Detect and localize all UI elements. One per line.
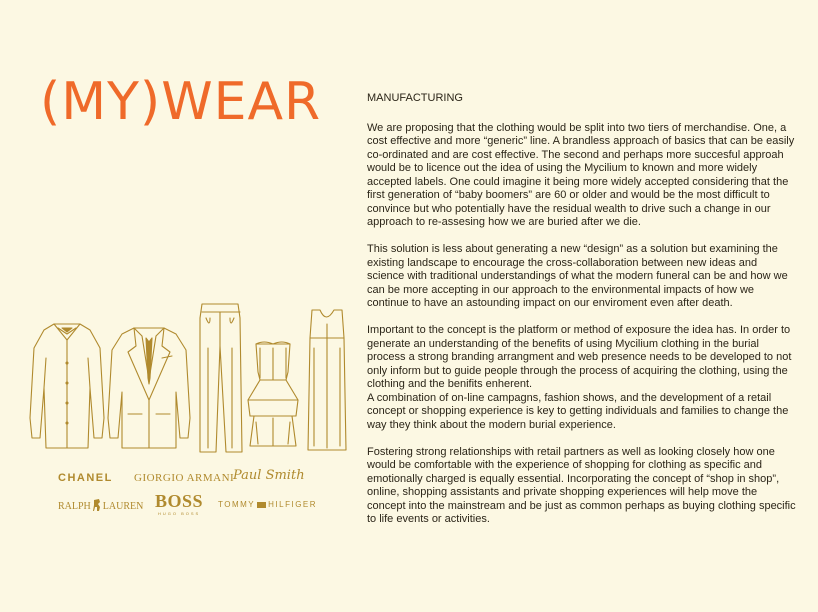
polo-horse-icon [92, 498, 102, 515]
body-text [367, 92, 797, 540]
brand-boss: BOSS [155, 491, 204, 511]
brand-paul-smith: Paul Smith [233, 468, 305, 483]
paragraph-2: This solution is less about generating a new “design” as a solution but examining the existing landscape to encourage the cross-collaboration between new ideas and science with traditional understandings of what the modern funeral can be and how we can be more accepting in our approach to the environmental impacts of how we continue to have an astounding impact on our enviroment even after death. [367, 243, 788, 309]
brand-armani: GIORGIO ARMANI [134, 472, 235, 484]
shift-dress-icon [308, 310, 346, 450]
paragraph-1: We are proposing that the clothing would be split into two tiers of merchandise. One, a cost effective and more “generic” line. A brandless approach of basics that can be easily co-ordinated and are cost effective. The second and perhaps more succesful approah would be to licence out the idea of using the Mycilium to known and more widely accepted labels. One could imagine it being more widely accepted considering that the first generation of “baby boomers” are 60 or older and would be the most difficult to convince but who potentially have the residual wealth to drive such a change in our approach to re-assesing how we are buried after we die. [367, 121, 795, 228]
page-title: (MY)WEAR [40, 72, 322, 132]
paragraph-5: Fostering strong relationships with retail partners as well as looking closely how one would be comfortable with the experience of shopping for clothing as specific and emotionally charged is equally essential. Incorporating the concept of “shop in shop”, online, shopping assistants and private shopping experiences will help move the concept into the mainstream and be just as common perhaps as buying clothing specific to life events or activities. [367, 445, 796, 525]
trousers-icon [200, 304, 242, 452]
paragraph-4: A combination of on-line campagns, fashion shows, and the development of a retail concept or shopping experience is key to getting individuals and families to change the way they think about the modern burial experience. [367, 391, 789, 431]
shirt-icon [30, 324, 104, 448]
tommy-text: TOMMY [218, 500, 256, 509]
brand-logos [58, 468, 338, 516]
lauren-text: LAUREN [102, 500, 144, 512]
clothing-illustration [24, 288, 354, 460]
section-heading: MANUFACTURING [367, 92, 463, 104]
brand-tommy-hilfiger [218, 500, 317, 509]
brand-chanel: CHANEL [58, 472, 113, 484]
brand-ralph-lauren [58, 498, 143, 515]
strapless-dress-icon [248, 342, 298, 446]
hilfiger-text: HILFIGER [268, 500, 318, 509]
tommy-flag-icon [257, 502, 266, 508]
suit-jacket-icon [108, 328, 190, 448]
brand-boss-sub: HUGO BOSS [158, 511, 201, 516]
paragraph-3: Important to the concept is the platform or method of exposure the idea has. In order to generate an understanding of the benefits of using Mycilium clothing in the burial process a strong branding arrangment and web presence needs to be developed to not only inform but to guide people through the process of acquiring the clothing, using the clothing and the benifits enherent. [367, 324, 792, 390]
ralph-text: RALPH [58, 500, 91, 512]
